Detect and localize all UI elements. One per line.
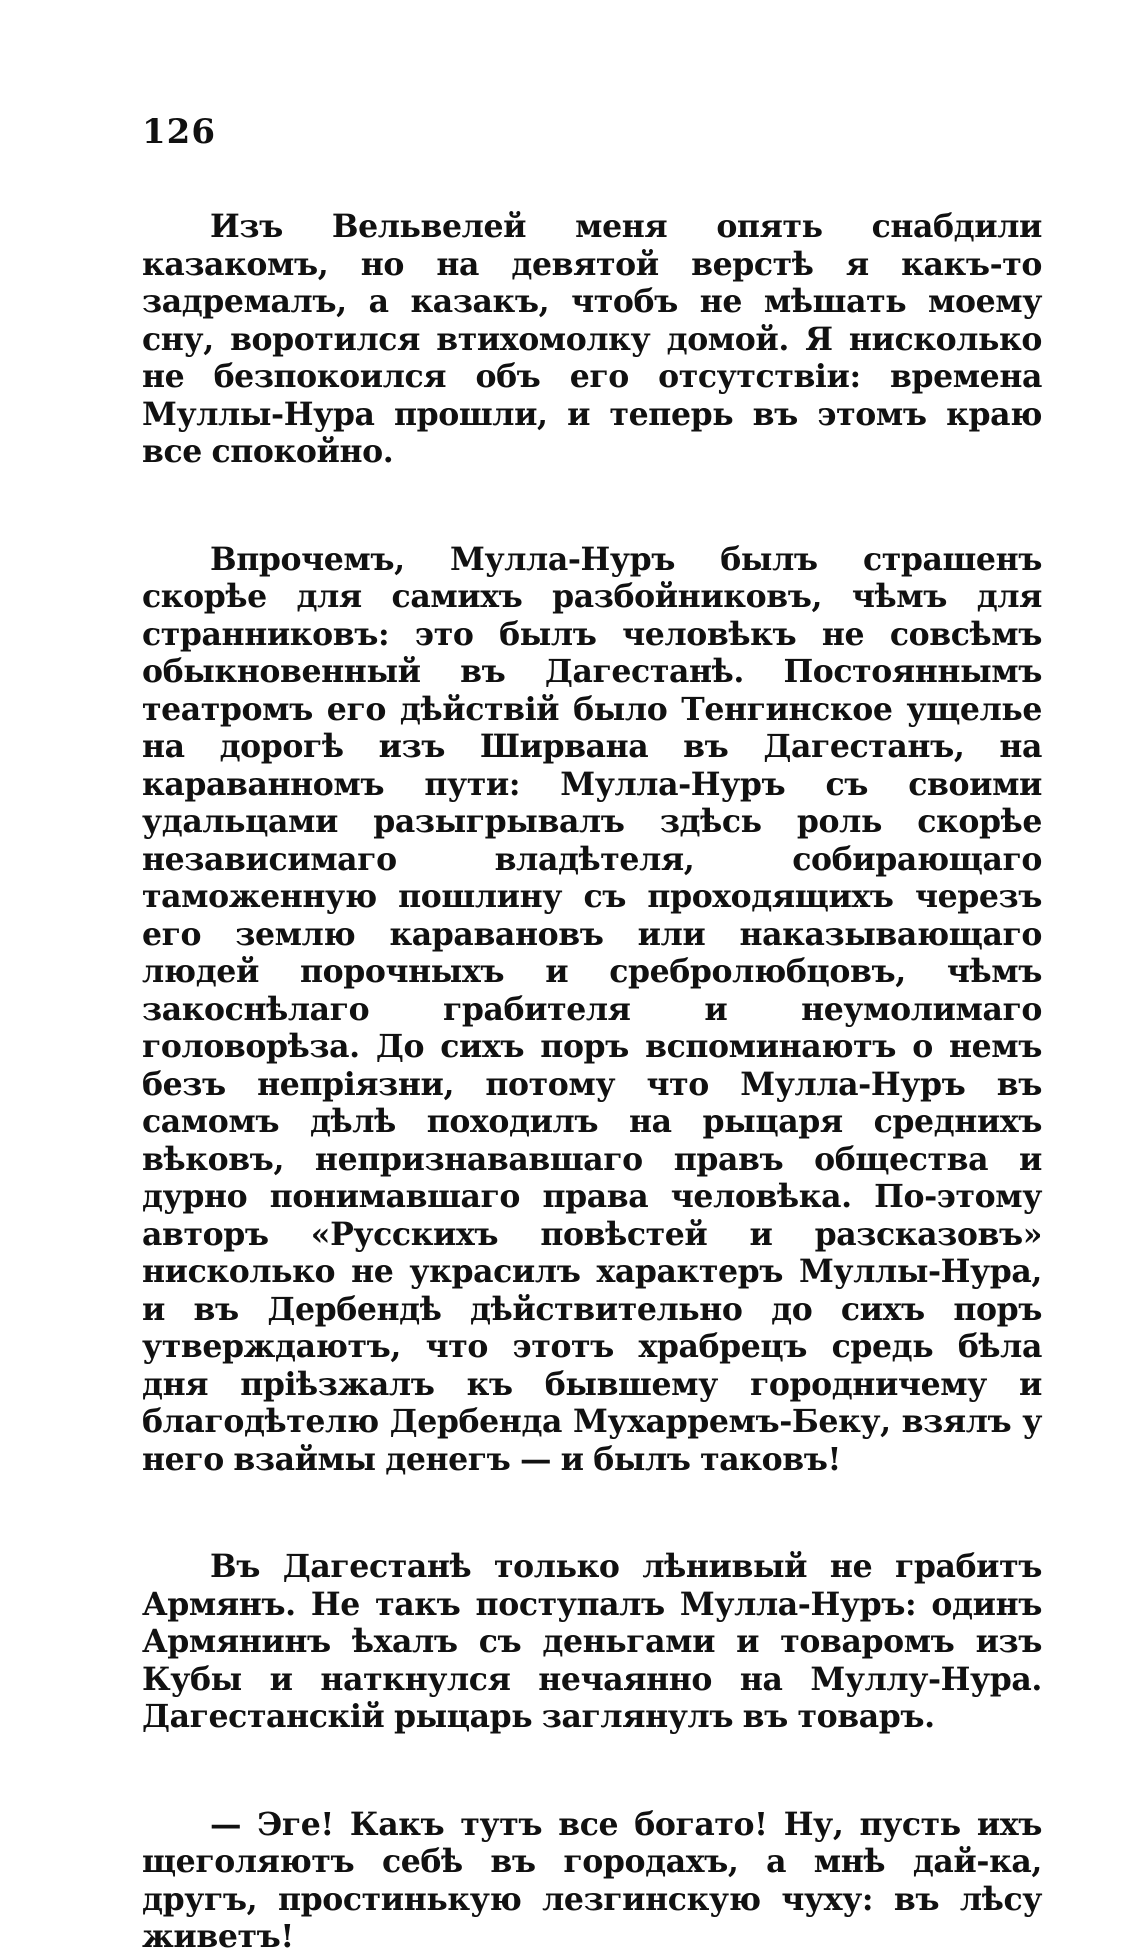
- paragraph-1: Изъ Вельвелей меня опять снабдили казакомъ, но на девятой верстѣ я какъ-то задремалъ, а казакъ, чтобъ не мѣшать моему сну, воротился втихомолку домой. Я нисколько не безпокоился объ его отсутствіи: времена Муллы-Нура прошли, и теперь въ этомъ краю все спокойно.: [142, 208, 1042, 470]
- paragraph-4: — Эге! Какъ тутъ все богато! Ну, пусть ихъ щеголяютъ себѣ въ городахъ, а мнѣ дай-ка, другъ, простинькую лезгинскую чуху: въ лѣсу живетъ!: [142, 1805, 1042, 1955]
- text-body: [142, 208, 1042, 1956]
- paragraph-2: Впрочемъ, Мулла-Нуръ былъ страшенъ скорѣе для самихъ разбойниковъ, чѣмъ для странниковъ: это былъ человѣкъ не совсѣмъ обыкновенный въ Дагестанѣ. Постояннымъ театромъ его дѣйствій было Тенгинское ущелье на дорогѣ изъ Ширвана въ Дагестанъ, на караванномъ пути: Мулла-Нуръ съ своими удальцами разыгрывалъ здѣсь роль скорѣе независимаго владѣтеля, собирающаго таможенную пошлину съ проходящихъ черезъ его землю каравановъ или наказывающаго людей порочныхъ и сребролюбцовъ, чѣмъ закоснѣлаго грабителя и неумолимаго головорѣза. До сихъ поръ вспоминаютъ о немъ безъ непріязни, потому что Мулла-Нуръ въ самомъ дѣлѣ походилъ на рыцаря среднихъ вѣковъ, непризнававшаго правъ общества и дурно понимавшаго права человѣка. По-этому авторъ «Русскихъ повѣстей и разсказовъ» нисколько не украсилъ характеръ Муллы-Нура, и въ Дербендѣ дѣйствительно до сихъ поръ утверждаютъ, что этотъ храбрецъ средь бѣла дня пріѣзжалъ къ бывшему городничему и благодѣтелю Дербенда Мухарремъ-Беку, взялъ у него взаймы денегъ — и былъ таковъ!: [142, 540, 1042, 1478]
- page-number: 126: [142, 112, 216, 152]
- paragraph-3: Въ Дагестанѣ только лѣнивый не грабитъ Армянъ. Не такъ поступалъ Мулла-Нуръ: одинъ Армянинъ ѣхалъ съ деньгами и товаромъ изъ Кубы и наткнулся нечаянно на Муллу-Нура. Дагестанскій рыцарь заглянулъ въ товаръ.: [142, 1548, 1042, 1735]
